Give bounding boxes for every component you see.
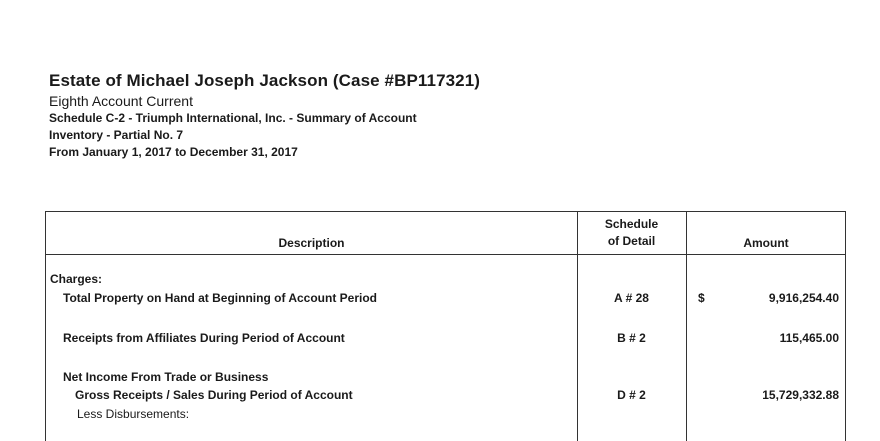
row-amount: 9,916,254.40: [768, 291, 839, 305]
summary-table: [45, 211, 846, 441]
row-schedule: B # 2: [617, 331, 646, 345]
schedule-column-header-line2: of Detail: [607, 234, 656, 248]
document-header: [49, 70, 480, 161]
description-column-header: Description: [278, 236, 345, 250]
row-description: Total Property on Hand at Beginning of Account Period: [63, 291, 378, 305]
period-line: From January 1, 2017 to December 31, 2017: [49, 145, 298, 159]
schedule-line: Schedule C-2 - Triumph International, Inc. - Summary of Account: [49, 111, 417, 125]
amount-column-header: Amount: [743, 236, 789, 250]
net-income-heading: Net Income From Trade or Business: [63, 370, 269, 384]
row-schedule: D # 2: [617, 388, 646, 402]
schedule-column-header-line1: Schedule: [604, 217, 659, 231]
row-description: Gross Receipts / Sales During Period of Account: [75, 388, 353, 402]
charges-section-label: Charges:: [50, 272, 103, 286]
account-subtitle: Eighth Account Current: [49, 93, 193, 109]
row-currency: $: [698, 291, 705, 305]
row-amount: 115,465.00: [779, 331, 839, 345]
less-disbursements-label: Less Disbursements:: [77, 407, 190, 421]
row-schedule: A # 28: [614, 291, 649, 305]
row-description: Receipts from Affiliates During Period of Account: [63, 331, 345, 345]
inventory-line: Inventory - Partial No. 7: [49, 128, 184, 142]
row-amount: 15,729,332.88: [762, 388, 839, 402]
document-title: Estate of Michael Joseph Jackson (Case #BP117321): [49, 71, 481, 90]
header-divider: [46, 254, 845, 255]
